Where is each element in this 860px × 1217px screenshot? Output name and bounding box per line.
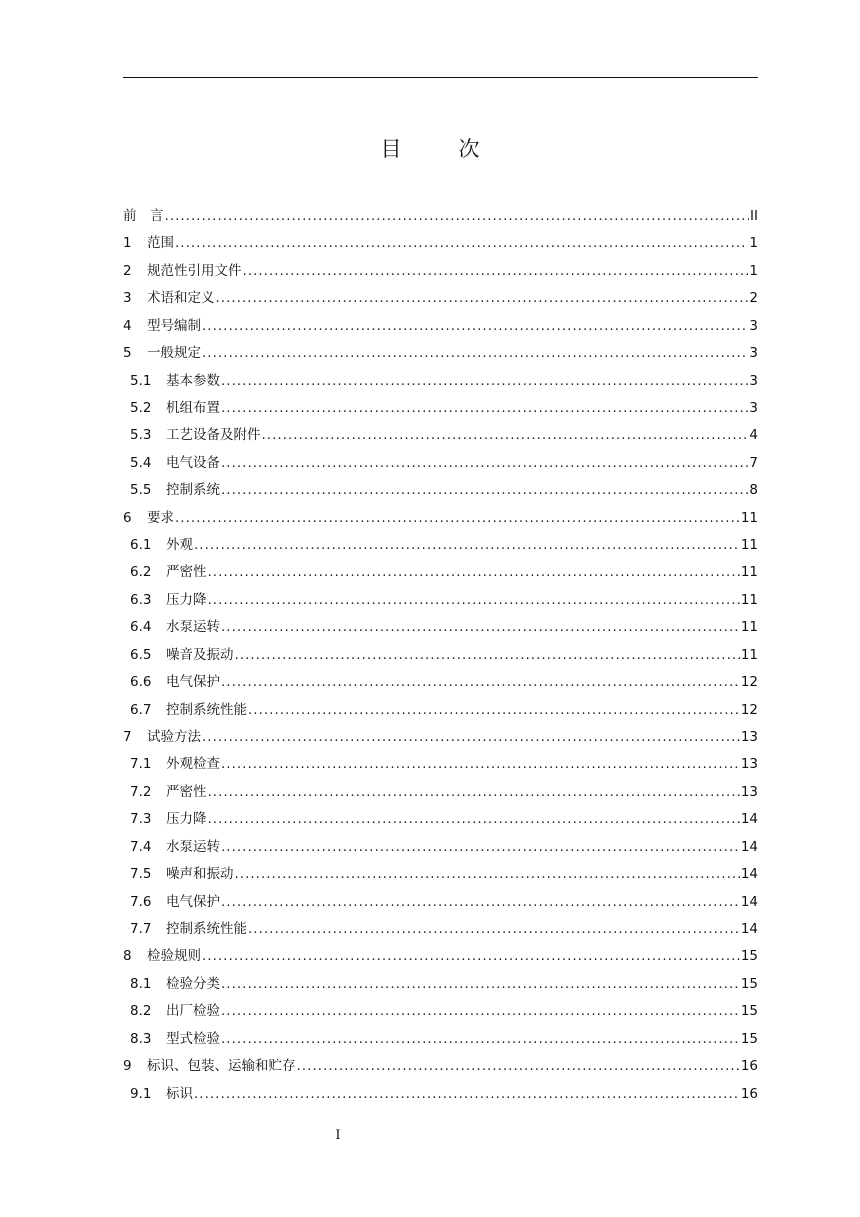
toc-entry-page: 11	[740, 646, 758, 663]
toc-entry-page: 15	[740, 948, 758, 965]
toc-entry[interactable]	[123, 751, 758, 778]
toc-entry-number: 3	[123, 290, 132, 307]
toc-entry-number: 8	[123, 948, 132, 965]
toc-entry[interactable]	[123, 998, 758, 1025]
toc-entry-title: 水泵运转	[166, 619, 220, 636]
toc-dot-leader	[297, 1053, 740, 1080]
toc-entry-number: 5.5	[130, 482, 152, 499]
toc-entry[interactable]	[123, 258, 758, 285]
toc-entry-number: 7.7	[130, 920, 152, 937]
toc-entry-page: 4	[749, 427, 758, 444]
toc-entry-page: 11	[740, 591, 758, 608]
page-title: 目 次	[380, 137, 498, 161]
toc-entry-title: 型号编制	[147, 317, 201, 334]
toc-entry-number: 6.4	[130, 619, 152, 636]
toc-entry-title: 电气保护	[166, 893, 220, 910]
toc-entry-number: 5	[123, 345, 132, 362]
toc-dot-leader	[208, 779, 740, 806]
toc-dot-leader	[202, 724, 740, 751]
toc-entry-page: 8	[749, 482, 758, 499]
toc-dot-leader	[248, 697, 740, 724]
toc-entry-title: 外观	[166, 537, 193, 554]
toc-entry[interactable]	[123, 1026, 758, 1053]
toc-entry-title: 型式检验	[166, 1030, 220, 1047]
toc-entry-page: 11	[740, 564, 758, 581]
toc-entry-page: 2	[749, 290, 758, 307]
toc-entry-number: 5.4	[130, 454, 152, 471]
toc-dot-leader	[221, 751, 740, 778]
toc-entry-title: 基本参数	[166, 372, 220, 389]
toc-dot-leader	[221, 450, 748, 477]
toc-entry-title: 试验方法	[147, 729, 201, 746]
toc-entry-title: 术语和定义	[147, 290, 215, 307]
toc-dot-leader	[165, 203, 750, 230]
toc-entry-number: 7.2	[130, 783, 152, 800]
toc-entry-page: 15	[740, 1030, 758, 1047]
toc-entry-number: 9.1	[130, 1085, 152, 1102]
toc-entry-number: 4	[123, 317, 132, 334]
toc-entry-number: 7	[123, 729, 132, 746]
toc-entry-page: 12	[740, 674, 758, 691]
toc-entry-number: 6.3	[130, 591, 152, 608]
toc-dot-leader	[221, 614, 740, 641]
toc-entry-title: 压力降	[166, 591, 207, 608]
toc-entry[interactable]	[123, 1081, 758, 1108]
toc-dot-leader	[221, 395, 748, 422]
toc-entry-number: 9	[123, 1058, 132, 1075]
toc-entry-title: 电气设备	[166, 454, 220, 471]
toc-dot-leader	[221, 998, 740, 1025]
toc-entry-page: 13	[740, 783, 758, 800]
toc-entry-title: 噪声和振动	[166, 866, 234, 883]
toc-entry[interactable]	[123, 422, 758, 449]
toc-dot-leader	[221, 368, 748, 395]
toc-entry-page: 13	[740, 729, 758, 746]
toc-entry[interactable]	[123, 532, 758, 559]
toc-entry-title: 电气保护	[166, 674, 220, 691]
toc-dot-leader	[208, 559, 740, 586]
toc-entry-number: 1	[123, 235, 132, 252]
toc-entry[interactable]	[123, 971, 758, 998]
toc-dot-leader	[235, 861, 740, 888]
toc-dot-leader	[194, 532, 740, 559]
toc-entry[interactable]	[123, 203, 758, 230]
toc-entry-page: 14	[740, 811, 758, 828]
toc-entry-title: 控制系统性能	[166, 920, 247, 937]
toc-entry-number: 8.2	[130, 1003, 152, 1020]
toc-dot-leader	[221, 889, 740, 916]
toc-entry-title: 一般规定	[147, 345, 201, 362]
toc-entry-number: 6	[123, 509, 132, 526]
toc-entry-title: 压力降	[166, 811, 207, 828]
toc-entry-page: 1	[749, 262, 758, 279]
toc-dot-leader	[202, 340, 748, 367]
toc-entry-number: 2	[123, 262, 132, 279]
toc-entry-page: 14	[740, 920, 758, 937]
toc-entry[interactable]	[123, 450, 758, 477]
toc-entry-title: 外观检查	[166, 756, 220, 773]
toc-entry[interactable]	[123, 806, 758, 833]
toc-entry-title: 检验分类	[166, 975, 220, 992]
toc-entry[interactable]	[123, 395, 758, 422]
toc-entry[interactable]	[123, 477, 758, 504]
toc-entry-title: 检验规则	[147, 948, 201, 965]
toc-dot-leader	[221, 669, 740, 696]
toc-entry-title: 严密性	[166, 564, 207, 581]
toc-entry-title: 水泵运转	[166, 838, 220, 855]
toc-entry-number: 5.1	[130, 372, 152, 389]
toc-entry-number: 6.5	[130, 646, 152, 663]
toc-entry-title: 严密性	[166, 783, 207, 800]
toc-entry-title: 标识、包装、运输和贮存	[147, 1058, 296, 1075]
toc-entry[interactable]	[123, 505, 758, 532]
toc-dot-leader	[221, 1026, 740, 1053]
toc-entry-number: 7.3	[130, 811, 152, 828]
toc-entry[interactable]	[123, 340, 758, 367]
toc-entry-number: 8.3	[130, 1030, 152, 1047]
toc-entry[interactable]	[123, 1053, 758, 1080]
toc-entry-number: 7.1	[130, 756, 152, 773]
toc-entry-page: 12	[740, 701, 758, 718]
toc-dot-leader	[175, 230, 748, 257]
toc-entry[interactable]	[123, 669, 758, 696]
toc-entry[interactable]	[123, 313, 758, 340]
toc-entry[interactable]	[123, 559, 758, 586]
toc-dot-leader	[202, 943, 740, 970]
toc-entry-page: 13	[740, 756, 758, 773]
toc-entry[interactable]	[123, 889, 758, 916]
toc-entry-page: 3	[749, 399, 758, 416]
toc-entry-title: 机组布置	[166, 399, 220, 416]
toc-entry-number: 6.2	[130, 564, 152, 581]
toc-entry-page: 16	[740, 1085, 758, 1102]
toc-entry-page: 3	[749, 317, 758, 334]
toc-dot-leader	[221, 971, 740, 998]
toc-entry-page: 14	[740, 838, 758, 855]
toc-entry-title: 标识	[166, 1085, 193, 1102]
toc-entry[interactable]	[123, 916, 758, 943]
toc-entry-number: 7.5	[130, 866, 152, 883]
toc-entry-page: 14	[740, 893, 758, 910]
header-rule	[123, 77, 758, 78]
toc-dot-leader	[194, 1081, 740, 1108]
toc-entry-page: II	[750, 208, 758, 224]
toc-entry-title: 控制系统	[166, 482, 220, 499]
toc-entry[interactable]	[123, 834, 758, 861]
toc-entry-number: 6.6	[130, 674, 152, 691]
toc-entry-title: 出厂检验	[166, 1003, 220, 1020]
table-of-contents	[123, 203, 758, 1108]
toc-dot-leader	[208, 806, 740, 833]
toc-dot-leader	[248, 916, 740, 943]
toc-dot-leader	[221, 834, 740, 861]
toc-dot-leader	[175, 505, 740, 532]
toc-entry-number: 8.1	[130, 975, 152, 992]
toc-entry-page: 11	[740, 509, 758, 526]
toc-entry[interactable]	[123, 614, 758, 641]
toc-dot-leader	[216, 285, 749, 312]
toc-entry-page: 3	[749, 372, 758, 389]
toc-entry-page: 7	[749, 454, 758, 471]
toc-entry-number: 5.2	[130, 399, 152, 416]
toc-entry-page: 14	[740, 866, 758, 883]
toc-entry[interactable]	[123, 943, 758, 970]
toc-dot-leader	[235, 642, 740, 669]
toc-entry[interactable]	[123, 724, 758, 751]
toc-dot-leader	[221, 477, 748, 504]
toc-entry-page: 3	[749, 345, 758, 362]
toc-entry-number: 5.3	[130, 427, 152, 444]
toc-entry-title: 工艺设备及附件	[166, 427, 261, 444]
toc-entry-page: 1	[749, 235, 758, 252]
toc-entry-title: 噪音及振动	[166, 646, 234, 663]
toc-entry-number: 7.4	[130, 838, 152, 855]
toc-entry[interactable]	[123, 230, 758, 257]
toc-dot-leader	[262, 422, 749, 449]
toc-dot-leader	[243, 258, 749, 285]
toc-entry-page: 11	[740, 537, 758, 554]
toc-entry[interactable]	[123, 368, 758, 395]
toc-entry[interactable]	[123, 779, 758, 806]
toc-entry[interactable]	[123, 642, 758, 669]
toc-entry-title: 控制系统性能	[166, 701, 247, 718]
toc-entry-number: 7.6	[130, 893, 152, 910]
toc-entry-page: 16	[740, 1058, 758, 1075]
toc-entry-title: 前 言	[123, 208, 164, 224]
toc-dot-leader	[202, 313, 748, 340]
toc-entry-number: 6.1	[130, 537, 152, 554]
toc-entry[interactable]	[123, 861, 758, 888]
toc-entry[interactable]	[123, 587, 758, 614]
toc-entry-number: 6.7	[130, 701, 152, 718]
toc-entry[interactable]	[123, 285, 758, 312]
toc-entry-title: 规范性引用文件	[147, 262, 242, 279]
toc-entry[interactable]	[123, 697, 758, 724]
page-number: I	[335, 1128, 341, 1143]
toc-entry-page: 15	[740, 1003, 758, 1020]
toc-dot-leader	[208, 587, 740, 614]
toc-entry-title: 范围	[147, 235, 174, 252]
toc-entry-title: 要求	[147, 509, 174, 526]
toc-entry-page: 11	[740, 619, 758, 636]
toc-entry-page: 15	[740, 975, 758, 992]
